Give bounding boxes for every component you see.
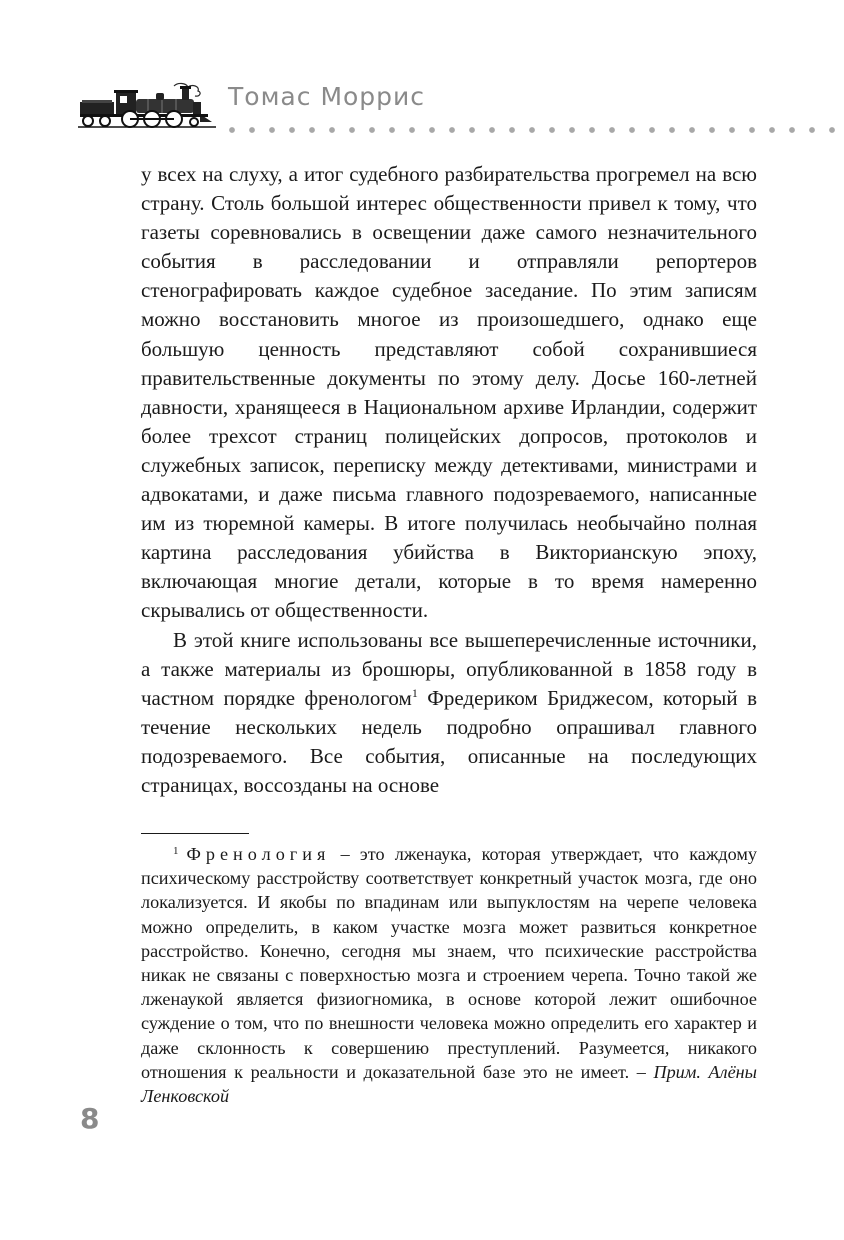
running-header xyxy=(0,0,844,140)
footnote-number: 1 xyxy=(173,845,179,857)
page-number: 8 xyxy=(80,1102,100,1135)
paragraph: у всех на слуху, а итог судебного разбирательства прогремел на всю страну. Столь большой интерес общественности привел к тому, что газеты соревновались в освещении даже самого незначительного события в расследовании и отправляли репортеров стенографировать каждое судебное заседание. По этим записям можно восстановить многое из произошедшего, однако еще большую ценность представляют собой сохранившиеся правительственные документы по этому делу. Досье 160-летней давности, хранящееся в Национальном архиве Ирландии, содержит более трехсот страниц полицейских допросов, протоколов и служебных записок, переписку между детективами, министрами и адвокатами, и даже письма главного подозреваемого, написанные им из тюремной камеры. В итоге получилась необычайно полная картина расследования убийства в Викторианскую эпоху, включающая многие детали, которые в то время намеренно скрывались от общественности. xyxy=(141,162,757,623)
paragraph-text: Фредериком Бриджесом, который в течение нескольких недель подробно опрашивал главного подозреваемого. Все события, описанные на последующих страницах, воссозданы на основе xyxy=(141,685,757,797)
paragraph xyxy=(141,626,757,801)
footnote-text: – это лженаука, которая утверждает, что каждому психическому расстройству соответствует конкретный участок мозга, где оно локализуется. И якобы по впадинам или выпуклостям на черепе человека можно определить, в каком участке мозга может развиться конкретное расстройство. Конечно, сегодня мы знаем, что психические расстройства никак не связаны с поверхностью мозга и строением черепа. Точно такой же лженаукой является физиогномика, в основе которой лежит ошибочное суждение о том, что по внешности человека можно определить его характер и даже склонность к совершению преступлений. Разумеется, никакого отношения к реальности и доказательной базе это не имеет. – xyxy=(141,844,757,1082)
paragraph-text: В этой книге использованы все вышеперечисленные источники, а также материалы из брошюры, опубликованной в 1858 году в частном порядке френологом xyxy=(141,627,757,710)
running-header-author: Томас Моррис xyxy=(228,82,426,111)
footnote-reference[interactable]: 1 xyxy=(411,685,418,700)
dotted-divider xyxy=(222,124,844,136)
footnote-attribution: Прим. Алёны Ленковской xyxy=(141,1061,757,1107)
steam-locomotive-icon xyxy=(78,82,216,128)
footnote-divider xyxy=(141,833,249,834)
main-text xyxy=(141,160,757,800)
footnote xyxy=(141,842,757,1108)
footnote-term: Френология xyxy=(186,844,331,864)
